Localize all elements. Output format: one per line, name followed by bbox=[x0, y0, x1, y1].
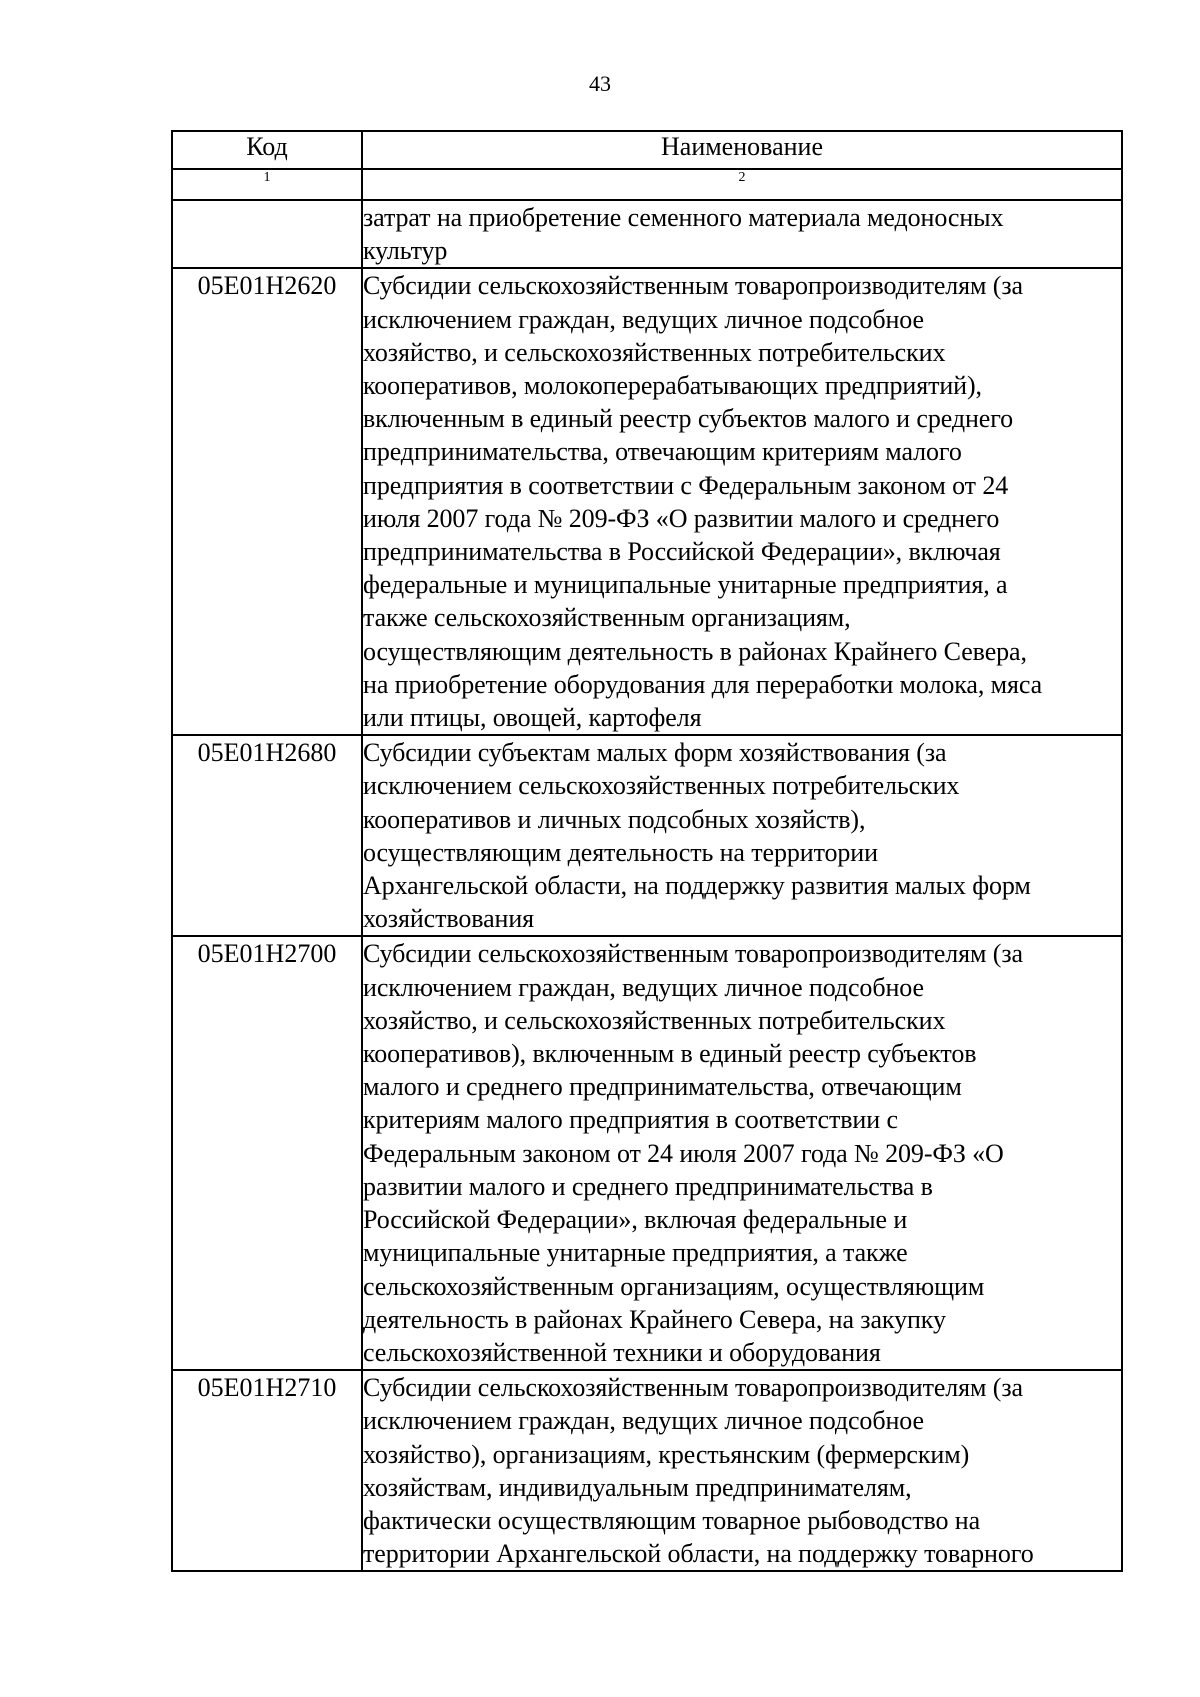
row-name-line: хозяйство, и сельскохозяйственных потребительских bbox=[363, 1005, 946, 1035]
row-code: 05Е01Н2680 bbox=[172, 735, 362, 936]
row-name-line: хозяйствования bbox=[363, 904, 535, 934]
row-name-line: культур bbox=[363, 236, 448, 266]
page-number: 43 bbox=[589, 71, 611, 96]
table-row bbox=[172, 268, 1122, 735]
row-name-line: июля 2007 года № 209-ФЗ «О развитии малого и среднего bbox=[363, 503, 1000, 533]
row-name-line: Субсидии сельскохозяйственным товаропроизводителям (за bbox=[363, 271, 1023, 301]
table-row bbox=[172, 200, 1122, 268]
row-name-line: исключением граждан, ведущих личное подсобное bbox=[363, 304, 924, 334]
row-name-line: или птицы, овощей, картофеля bbox=[363, 703, 702, 733]
row-name-line: исключением сельскохозяйственных потребительских bbox=[363, 771, 960, 801]
row-name-line: Субсидии сельскохозяйственным товаропроизводителям (за bbox=[363, 939, 1023, 969]
row-name-line: предприятия в соответствии с Федеральным законом от 24 bbox=[363, 470, 1009, 500]
row-name bbox=[362, 735, 1122, 936]
row-name-line: хозяйствам, индивидуальным предпринимателям, bbox=[363, 1472, 912, 1502]
table-body bbox=[172, 200, 1122, 1571]
row-name-line: Субсидии сельскохозяйственным товаропроизводителям (за bbox=[363, 1373, 1023, 1403]
row-name-line: кооперативов, молокоперерабатывающих предприятий), bbox=[363, 371, 982, 401]
header-code: Код bbox=[172, 131, 362, 169]
row-name-line: затрат на приобретение семенного материала медоносных bbox=[363, 203, 1004, 232]
row-name-line: деятельность в районах Крайнего Севера, на закупку bbox=[363, 1304, 946, 1334]
row-code: 05Е01Н2620 bbox=[172, 268, 362, 735]
row-code: 05Е01Н2710 bbox=[172, 1370, 362, 1571]
row-name-line: Федеральным законом от 24 июля 2007 года № 209-ФЗ «О bbox=[363, 1138, 1004, 1168]
row-name-line: сельскохозяйственным организациям, осуществляющим bbox=[363, 1271, 985, 1301]
table-row bbox=[172, 1370, 1122, 1571]
row-name-line: малого и среднего предпринимательства, отвечающим bbox=[363, 1072, 962, 1102]
row-name-line: развитии малого и среднего предпринимательства в bbox=[363, 1171, 933, 1201]
column-number-2: 2 bbox=[362, 169, 1122, 200]
row-name-line: включенным в единый реестр субъектов малого и среднего bbox=[363, 404, 1014, 434]
row-name-line: сельскохозяйственной техники и оборудования bbox=[363, 1337, 881, 1367]
row-name-line: муниципальные унитарные предприятия, а также bbox=[363, 1238, 908, 1268]
row-name-line: хозяйство), организациям, крестьянским (фермерским) bbox=[363, 1439, 970, 1469]
column-number-1: 1 bbox=[172, 169, 362, 200]
row-name-line: предпринимательства в Российской Федерации», включая bbox=[363, 537, 1001, 567]
row-name-line: также сельскохозяйственным организациям, bbox=[363, 603, 851, 633]
row-code bbox=[172, 200, 362, 268]
row-name bbox=[362, 200, 1122, 268]
table-row bbox=[172, 936, 1122, 1370]
row-name bbox=[362, 268, 1122, 735]
table-header-row bbox=[172, 131, 1122, 169]
row-name-line: федеральные и муниципальные унитарные предприятия, а bbox=[363, 570, 1008, 600]
row-name-line: хозяйство, и сельскохозяйственных потребительских bbox=[363, 337, 946, 367]
row-name-line: критериям малого предприятия в соответствии с bbox=[363, 1105, 898, 1135]
row-name-line: исключением граждан, ведущих личное подсобное bbox=[363, 1406, 924, 1436]
row-name-line: осуществляющим деятельность в районах Крайнего Севера, bbox=[363, 636, 1027, 666]
row-name-line: на приобретение оборудования для переработки молока, мяса bbox=[363, 669, 1043, 699]
row-name-line: предпринимательства, отвечающим критериям малого bbox=[363, 437, 962, 467]
header-name: Наименование bbox=[362, 131, 1122, 169]
row-name-line: кооперативов), включенным в единый реестр субъектов bbox=[363, 1039, 977, 1069]
row-name bbox=[362, 1370, 1122, 1571]
row-code: 05Е01Н2700 bbox=[172, 936, 362, 1370]
row-name-line: исключением граждан, ведущих личное подсобное bbox=[363, 972, 924, 1002]
row-name-line: Архангельской области, на поддержку развития малых форм bbox=[363, 871, 1031, 901]
row-name-line: Субсидии субъектам малых форм хозяйствования (за bbox=[363, 738, 947, 768]
row-name-line: Российской Федерации», включая федеральные и bbox=[363, 1205, 908, 1235]
row-name-line: осуществляющим деятельность на территории bbox=[363, 837, 878, 867]
classification-table bbox=[171, 130, 1123, 1572]
row-name-line: территории Архангельской области, на поддержку товарного bbox=[363, 1539, 1034, 1569]
row-name-line: кооперативов и личных подсобных хозяйств), bbox=[363, 804, 866, 834]
column-number-row bbox=[172, 169, 1122, 200]
table-row bbox=[172, 735, 1122, 936]
row-name bbox=[362, 936, 1122, 1370]
row-name-line: фактически осуществляющим товарное рыбоводство на bbox=[363, 1505, 981, 1535]
